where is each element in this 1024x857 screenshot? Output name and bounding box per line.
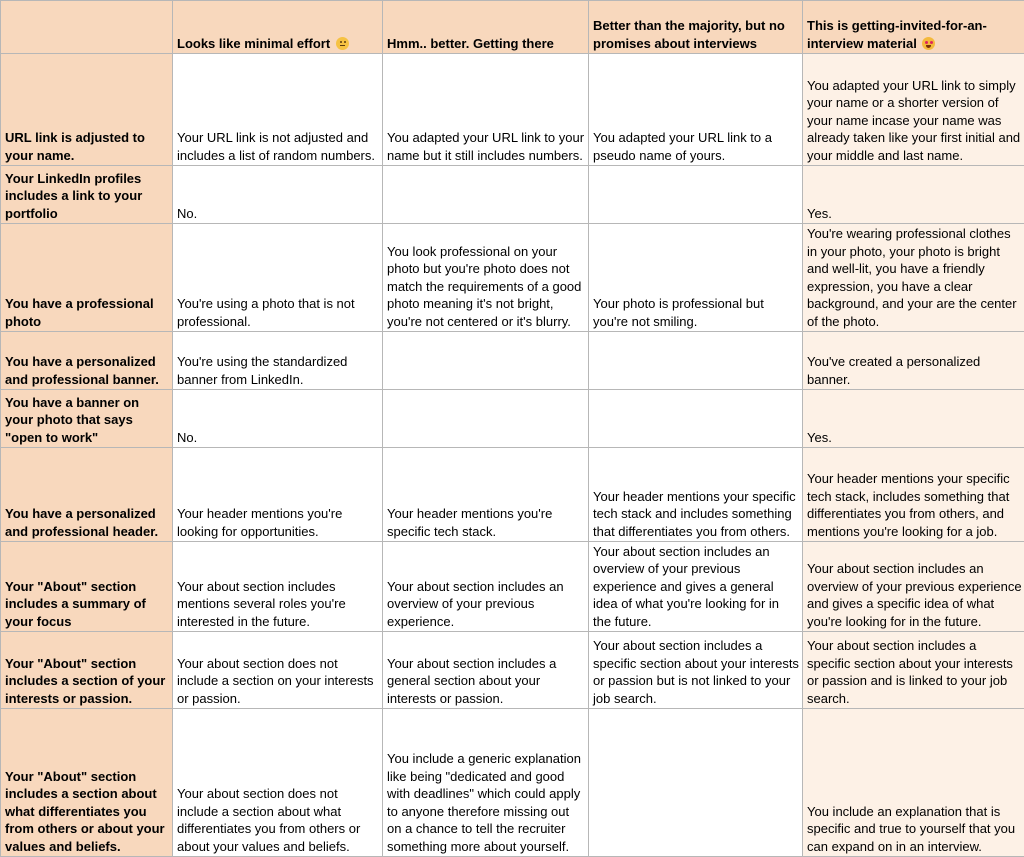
row-header-banner: You have a personalized and professional banner. — [1, 332, 173, 390]
table-cell: Your header mentions you're looking for opportunities. — [173, 448, 383, 542]
table-cell: You look professional on your photo but you're photo does not match the requirements of a good photo meaning it's not bright, you're not centered or it's blurry. — [383, 224, 589, 332]
table-cell: Your photo is professional but you're not smiling. — [589, 224, 803, 332]
table-cell: You're wearing professional clothes in your photo, your photo is bright and well-lit, you have a friendly expression, you have a clear background, and your are the center of the photo. — [803, 224, 1024, 332]
table-cell: You include a generic explanation like being "dedicated and good with deadlines" which could apply to anyone therefore missing out on a chance to tell the recruiter something more about yourself. — [383, 709, 589, 857]
table-cell — [589, 166, 803, 224]
table-cell: You adapted your URL link to your name but it still includes numbers. — [383, 54, 589, 166]
table-cell: Your about section includes an overview of your previous experience and gives a specific idea of what you're looking for in the future. — [803, 542, 1024, 632]
heart-eyes-emoji-icon — [922, 37, 935, 50]
row-header-about-summary: Your "About" section includes a summary of your focus — [1, 542, 173, 632]
table-cell: You adapted your URL link to simply your name or a shorter version of your name incase your name was already taken like your first initial and your middle and last name. — [803, 54, 1024, 166]
table-row — [1, 332, 1024, 390]
table-row — [1, 709, 1024, 857]
row-header-url: URL link is adjusted to your name. — [1, 54, 173, 166]
table-cell: You're using a photo that is not professional. — [173, 224, 383, 332]
table-cell: You've created a personalized banner. — [803, 332, 1024, 390]
column-header-better-than-majority: Better than the majority, but no promises about interviews — [589, 1, 803, 54]
table-cell: No. — [173, 390, 383, 448]
table-cell: Your about section includes a general section about your interests or passion. — [383, 632, 589, 709]
header-row — [1, 1, 1024, 54]
table-row — [1, 166, 1024, 224]
table-row — [1, 224, 1024, 332]
table-cell — [383, 166, 589, 224]
table-row — [1, 54, 1024, 166]
column-header-getting-there: Hmm.. better. Getting there — [383, 1, 589, 54]
neutral-face-emoji-icon — [336, 37, 349, 50]
table-cell: Your about section does not include a section about what differentiates you from others or about your values and beliefs. — [173, 709, 383, 857]
table-cell: You adapted your URL link to a pseudo name of yours. — [589, 54, 803, 166]
table-cell: Your about section includes an overview of your previous experience. — [383, 542, 589, 632]
row-header-about-interests: Your "About" section includes a section of your interests or passion. — [1, 632, 173, 709]
table-cell — [589, 390, 803, 448]
table-row — [1, 542, 1024, 632]
table-cell: Your header mentions your specific tech stack and includes something that differentiates you from others. — [589, 448, 803, 542]
table-cell — [589, 709, 803, 857]
table-cell: Your URL link is not adjusted and includes a list of random numbers. — [173, 54, 383, 166]
table-cell: Yes. — [803, 166, 1024, 224]
row-header-photo: You have a professional photo — [1, 224, 173, 332]
table-cell: Your about section includes a specific section about your interests or passion but is not linked to your job search. — [589, 632, 803, 709]
table-row — [1, 390, 1024, 448]
table-cell: Yes. — [803, 390, 1024, 448]
column-header-interview-material: This is getting-invited-for-an-interview material — [803, 1, 1024, 54]
column-header-minimal-effort: Looks like minimal effort — [173, 1, 383, 54]
table-cell: Your header mentions your specific tech stack, includes something that differentiates you from others, and mentions you're looking for a job. — [803, 448, 1024, 542]
table-cell: Your about section includes a specific section about your interests or passion and is linked to your job search. — [803, 632, 1024, 709]
table-row — [1, 632, 1024, 709]
table-row — [1, 448, 1024, 542]
table-cell: You include an explanation that is specific and true to yourself that you can expand on in an interview. — [803, 709, 1024, 857]
table-cell: No. — [173, 166, 383, 224]
row-header-header: You have a personalized and professional header. — [1, 448, 173, 542]
row-header-open-to-work: You have a banner on your photo that says "open to work" — [1, 390, 173, 448]
table-cell: You're using the standardized banner from LinkedIn. — [173, 332, 383, 390]
table-cell — [589, 332, 803, 390]
table-cell: Your header mentions you're specific tech stack. — [383, 448, 589, 542]
corner-cell — [1, 1, 173, 54]
row-header-about-differentiates: Your "About" section includes a section about what differentiates you from others or about your values and beliefs. — [1, 709, 173, 857]
table-cell — [383, 390, 589, 448]
table-cell — [383, 332, 589, 390]
table-cell: Your about section includes an overview of your previous experience and gives a general idea of what you're looking for in the future. — [589, 542, 803, 632]
row-header-portfolio: Your LinkedIn profiles includes a link to your portfolio — [1, 166, 173, 224]
table-cell: Your about section does not include a section on your interests or passion. — [173, 632, 383, 709]
table-cell: Your about section includes mentions several roles you're interested in the future. — [173, 542, 383, 632]
